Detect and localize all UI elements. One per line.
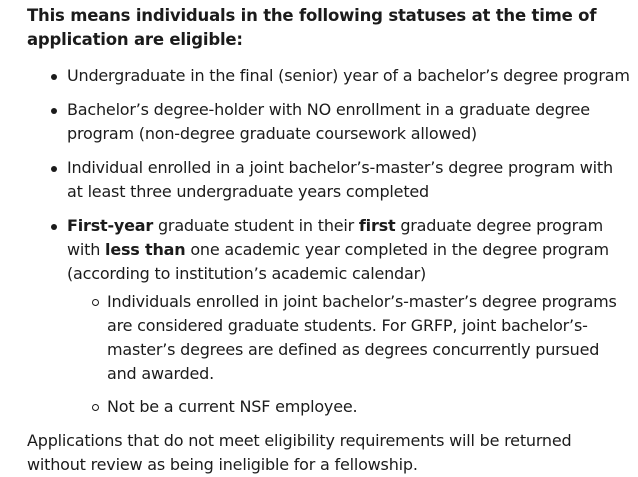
sub-list-item-text: Not be a current NSF employee. [107,397,358,416]
emphasis-first: first [358,216,396,235]
list-item [27,64,630,88]
hollow-bullet-icon [92,299,99,306]
bullet-icon [51,108,57,114]
sub-list-item [67,290,630,386]
list-item-text [67,216,609,283]
list-item-text: Bachelor’s degree-holder with NO enrollment in a graduate degree program (non-degree graduate coursework allowed) [67,100,590,143]
list-item-text: Individual enrolled in a joint bachelor’s-master’s degree program with at least three undergraduate years completed [67,158,613,201]
list-item [27,214,630,419]
eligibility-heading: This means individuals in the following statuses at the time of application are eligible: [27,6,597,49]
text-fragment: one academic year completed in the degree program (according to institution’s academic calendar) [67,240,609,283]
list-item [27,98,630,146]
list-item [27,156,630,204]
emphasis-first-year: First-year [67,216,154,235]
eligibility-list [27,64,630,419]
sub-list [67,290,630,419]
hollow-bullet-icon [92,404,99,411]
ineligibility-note: Applications that do not meet eligibility requirements will be returned without review as being ineligible for a fellowship. [27,431,572,474]
bullet-icon [51,74,57,80]
bullet-icon [51,166,57,172]
emphasis-less-than: less than [105,240,186,259]
text-fragment: graduate student in their [153,216,359,235]
sub-list-item [67,395,630,419]
bullet-icon [51,224,57,230]
text-fragment: graduate degree program with [67,216,604,259]
sub-list-item-text: Individuals enrolled in joint bachelor’s-master’s degree programs are considered graduate students. For GRFP, joint bachelor’s-master’s degrees are defined as degrees concurrently pursued and awarded. [107,292,617,383]
list-item-text: Undergraduate in the final (senior) year of a bachelor’s degree program [67,66,630,85]
